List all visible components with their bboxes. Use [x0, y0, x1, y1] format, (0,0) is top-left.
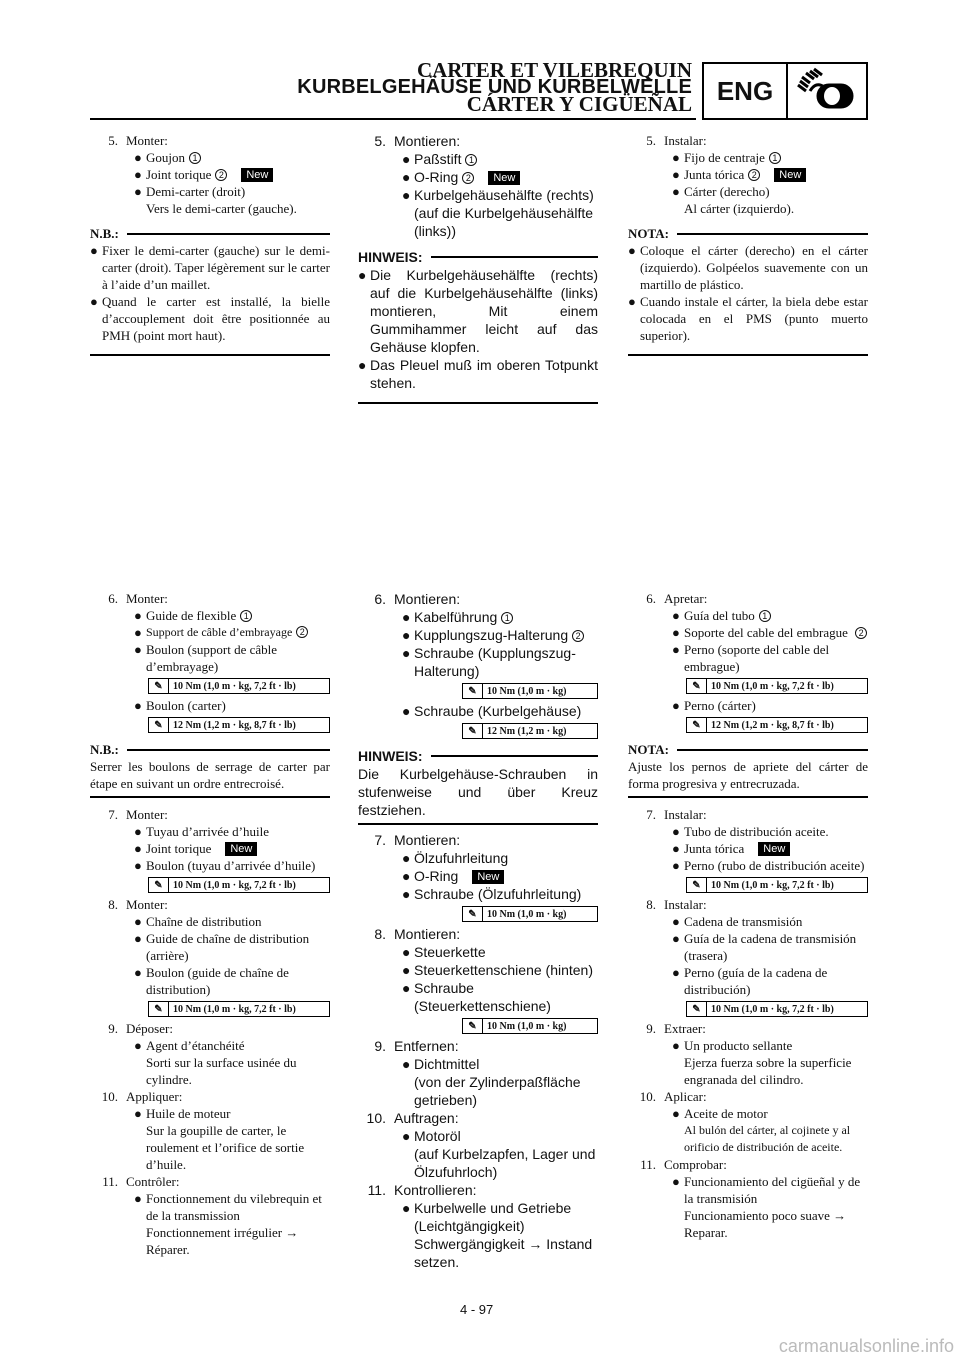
list-item: ● Fonctionnement du vilebrequin et de la transmission — [134, 1191, 322, 1223]
new-badge: New — [225, 842, 257, 856]
french-lower-column: 6. Monter: ● Guide de flexible 1 ● Support de câble d’embrayage 2 ● Boulon (support de câble d’embrayage) ✎ 10 Nm (1,0 m · kg, 7,2 ft · lb) ● Boulon (carter) ✎ 12 Nm (1,2 m · kg, 8,7 ft · lb) N.B.: Serrer les boulons de serrage de carter par étape en suivant un ordre entrecroisé. 7. Monter: ● Tuyau d’arrivée d’huile ● Joint torique New ● Boulon (tuyau d’arrivée d’huile) ✎ 10 Nm (1,0 m · kg, 7,2 ft · lb) 8. Monter: ● Chaîne de distribution ● Guide de chaîne de distribution (arrière) ● Boulon (guide de chaîne de distribution) ✎ 10 Nm (1,0 m · kg, 7,2 ft · lb) 9. Déposer: ● Agent d’étanchéité Sorti sur la surface usinée du cylindre. 10. Appliquer: ● Huile de moteur Sur la goupille de carter, le roulement et l’orifice de sortie d’huile. 11. Contrôler: ● Fonctionnement du vilebrequin et de la transmission Fonctionnement irrégulier → Réparer. — [90, 591, 330, 1257]
de-step-11: 11. Kontrollieren: — [367, 1182, 477, 1198]
wrench-icon: ✎ — [687, 718, 707, 732]
es-note-2: NOTA: Ajuste los pernos de apriete del cárter de forma progresiva y entrecruzada. — [628, 741, 868, 798]
list-item: ● Fijo de centraje 1 — [628, 149, 868, 166]
list-item: ● Huile de moteur — [134, 1106, 231, 1121]
list-item: ● Kurbelgehäusehälfte (rechts) — [402, 187, 594, 203]
list-item: ● Tuyau d’arrivée d’huile — [134, 824, 269, 839]
wrench-icon: ✎ — [463, 1019, 483, 1033]
wrench-icon: ✎ — [687, 878, 707, 892]
list-item: ● Guide de flexible 1 — [90, 607, 330, 624]
list-item: ● Schraube (Steuerkettenschiene) — [402, 980, 551, 1014]
es-step-9: 9. Extraer: — [646, 1021, 706, 1036]
torque-spec: ✎ 12 Nm (1,2 m · kg, 8,7 ft · lb) — [148, 717, 330, 733]
new-badge: New — [241, 168, 273, 182]
torque-spec: ✎ 10 Nm (1,0 m · kg) — [462, 906, 598, 922]
list-item: ● Das Pleuel muß im oberen Totpunkt stehen. — [358, 357, 598, 391]
de-step-7: 7. Montieren: — [374, 832, 461, 848]
wrench-icon: ✎ — [463, 907, 483, 921]
torque-spec: ✎ 10 Nm (1,0 m · kg) — [462, 1018, 598, 1034]
list-item: ● Boulon (guide de chaîne de distribution) — [134, 965, 289, 997]
list-item: ● Steuerkette — [402, 944, 486, 960]
list-item: ● O-Ring New — [358, 867, 598, 885]
list-item: ● Kurbelwelle und Getriebe (Leichtgängigkeit) — [402, 1200, 572, 1234]
list-item: ● O-Ring 2 New — [358, 168, 598, 186]
list-item: ● Tubo de distribución aceite. — [672, 824, 829, 839]
es-step-5: 5. Instalar: — [646, 133, 707, 148]
torque-spec: ✎ 10 Nm (1,0 m · kg, 7,2 ft · lb) — [686, 877, 868, 893]
spanish-lower-column: 6. Apretar: ● Guía del tubo 1 ● Soporte del cable del embrague 2 ● Perno (soporte del cable del embrague) ✎ 10 Nm (1,0 m · kg, 7,2 ft · lb) ● Perno (cárter) ✎ 12 Nm (1,2 m · kg, 8,7 ft · lb) NOTA: Ajuste los pernos de apriete del cárter de forma progresiva y entrecruzada. 7. Instalar: ● Tubo de distribución aceite. ● Junta tórica New ● Perno (rubo de distribución aceite) ✎ 10 Nm (1,0 m · kg, 7,2 ft · lb) 8. Instalar: ● Cadena de transmisión ● Guía de la cadena de transmisión (trasera) ● Perno (guía de la cadena de distribución) ✎ 10 Nm (1,0 m · kg, 7,2 ft · lb) 9. Extraer: ● Un producto sellante Ejerza fuerza sobre la superficie engranada del cilindro. 10. Aplicar: ● Aceite de motor Al bulón del cárter, al cojinete y al orificio de distribución de aceite. 11. Comprobar: ● Funcionamiento del cigüeñal y de la transmisión Funcionamiento poco suave → Reparar. — [628, 591, 868, 1240]
torque-spec: ✎ 10 Nm (1,0 m · kg, 7,2 ft · lb) — [686, 1001, 868, 1017]
fr-note-1: N.B.: ● Fixer le demi-carter (gauche) sur le demi-carter (droit). Taper légèrement sur le carter à l’aide d’un maillet. ● Quand le carter est installé, la bielle d’accouplement doit être positionnée au PMH (point mort haut). — [90, 225, 330, 356]
list-item: ● Perno (soporte del cable del embrague) — [672, 642, 830, 674]
list-item: ● Schraube (Kurbelgehäuse) — [402, 703, 582, 719]
list-item: ● Ölzufuhrleitung — [402, 850, 509, 866]
torque-spec: ✎ 12 Nm (1,2 m · kg, 8,7 ft · lb) — [686, 717, 868, 733]
list-item: ● Coloque el cárter (derecho) en el cárter (izquierdo). Golpéelos suavemente con un martillo de plástico. — [628, 243, 868, 292]
new-badge: New — [488, 171, 520, 185]
wrench-icon: ✎ — [149, 878, 169, 892]
wrench-icon: ✎ — [687, 679, 707, 693]
torque-spec: ✎ 10 Nm (1,0 m · kg, 7,2 ft · lb) — [686, 678, 868, 694]
engine-spring-icon — [788, 64, 866, 118]
es-note-1: NOTA: ● Coloque el cárter (derecho) en el cárter (izquierdo). Golpéelos suavemente con un martillo de plástico. ● Cuando instale el cárter, la biela debe estar colocada en el PMS (punto muerto superior). — [628, 225, 868, 356]
new-badge: New — [472, 870, 504, 884]
list-item: ● Paßstift 1 — [358, 150, 598, 168]
new-badge: New — [774, 168, 806, 182]
fr-step-8: 8. Monter: — [108, 897, 168, 912]
watermark: carmanualsonline.info — [778, 1336, 954, 1356]
es-step-8: 8. Instalar: — [646, 897, 707, 912]
german-upper-column: 5. Montieren: ● Paßstift 1 ● O-Ring 2 New ● Kurbelgehäusehälfte (rechts) (auf die Kurbelgehäusehälfte (links)) HINWEIS: ● Die Kurbelgehäusehälfte (rechts) auf die Kurbelgehäusehälfte (links) montieren, Mit einem Gummihammer leicht auf das Gehäuse klopfen. ● Das Pleuel muß im oberen Totpunkt stehen. — [358, 132, 598, 404]
title-french: CARTER ET VILEBREQUIN — [416, 58, 692, 82]
new-badge: New — [758, 842, 790, 856]
title-german: KURBELGEHÄUSE UND KURBELWELLE — [297, 76, 692, 98]
eng-badge — [702, 62, 868, 120]
list-item: ● Joint torique New — [90, 840, 330, 857]
fr-step-5: 5. Monter: — [108, 133, 168, 148]
list-item: ● Schraube (Ölzufuhrleitung) — [402, 886, 582, 902]
list-item: ● Kabelführung 1 — [358, 608, 598, 626]
list-item: ● Dichtmittel — [402, 1056, 480, 1072]
title-spanish: CÁRTER Y CIGÜEÑAL — [466, 92, 692, 116]
list-item: ● Steuerkettenschiene (hinten) — [402, 962, 593, 978]
de-note-1: HINWEIS: ● Die Kurbelgehäusehälfte (rechts) auf die Kurbelgehäusehälfte (links) montieren, Mit einem Gummihammer leicht auf das Gehäuse klopfen. ● Das Pleuel muß im oberen Totpunkt stehen. — [358, 248, 598, 404]
de-step-10: 10. Auftragen: — [366, 1110, 459, 1126]
es-step-6: 6. Apretar: — [646, 591, 708, 606]
list-item: ● Perno (rubo de distribución aceite) — [672, 858, 865, 873]
de-step-8: 8. Montieren: — [374, 926, 461, 942]
list-item: ● Perno (cárter) — [672, 698, 756, 713]
es-step-11: 11. Comprobar: — [640, 1157, 727, 1172]
list-item: ● Goujon 1 — [90, 149, 330, 166]
fr-note-2: N.B.: Serrer les boulons de serrage de carter par étape en suivant un ordre entrecroisé. — [90, 741, 330, 798]
wrench-icon: ✎ — [687, 1002, 707, 1016]
fr-step-10: 10. Appliquer: — [101, 1089, 183, 1104]
list-item: ● Die Kurbelgehäusehälfte (rechts) auf die Kurbelgehäusehälfte (links) montieren, Mit einem Gummihammer leicht auf das Gehäuse klopfen. — [358, 267, 598, 355]
list-item: ● Junta tórica New — [628, 840, 868, 857]
page-number: 4 - 97 — [460, 1302, 494, 1317]
header-rule — [90, 118, 696, 120]
es-step-10: 10. Aplicar: — [639, 1089, 707, 1104]
fr-step-7: 7. Monter: — [108, 807, 168, 822]
fr-step-11: 11. Contrôler: — [102, 1174, 180, 1189]
spanish-upper-column: 5. Instalar: ● Fijo de centraje 1 ● Junta tórica 2 New ● Cárter (derecho) Al cárter (izquierdo). NOTA: ● Coloque el cárter (derecho) en el cárter (izquierdo). Golpéelos suavemente con un martillo de plástico. ● Cuando instale el cárter, la biela debe estar colocada en el PMS (punto muerto superior). — [628, 132, 868, 356]
list-item: ● Kupplungszug-Halterung 2 — [358, 626, 598, 644]
list-item: ● Cuando instale el cárter, la biela debe estar colocada en el PMS (punto muerto superior). — [628, 294, 868, 343]
list-item: ● Joint torique 2 New — [90, 166, 330, 183]
list-item: ● Quand le carter est installé, la bielle d’accouplement doit être positionnée au PMH (point mort haut). — [90, 294, 330, 343]
list-item: ● Un producto sellante — [672, 1038, 793, 1053]
fr-step-9: 9. Déposer: — [108, 1021, 173, 1036]
de-note-2: HINWEIS: Die Kurbelgehäuse-Schrauben in stufenweise und über Kreuz festziehen. — [358, 747, 598, 825]
list-item: ● Aceite de motor — [672, 1106, 768, 1121]
list-item: ● Boulon (carter) — [134, 698, 226, 713]
torque-spec: ✎ 10 Nm (1,0 m · kg) — [462, 683, 598, 699]
french-upper-column: 5. Monter: ● Goujon 1 ● Joint torique 2 New ● Demi-carter (droit) Vers le demi-carter (gauche). N.B.: ● Fixer le demi-carter (gauche) sur le demi-carter (droit). Taper légèrement sur le carter à l’aide d’un maillet. ● Quand le carter est installé, la bielle d’accouplement doit être positionnée au PMH (point mort haut). — [90, 132, 330, 356]
wrench-icon: ✎ — [149, 1002, 169, 1016]
list-item: ● Agent d’étanchéité — [134, 1038, 245, 1053]
eng-label: ENG — [704, 64, 788, 118]
list-item: ● Motoröl — [402, 1128, 461, 1144]
list-item: ● Chaîne de distribution — [134, 914, 262, 929]
list-item: ● Guide de chaîne de distribution (arrière) — [134, 931, 310, 963]
de-step-6: 6. Montieren: — [374, 591, 461, 607]
list-item: ● Boulon (tuyau d’arrivée d’huile) — [134, 858, 316, 873]
list-item: ● Funcionamiento del cigüeñal y de la transmisión — [672, 1174, 861, 1206]
torque-spec: ✎ 12 Nm (1,2 m · kg) — [462, 723, 598, 739]
list-item: ● Fixer le demi-carter (gauche) sur le demi-carter (droit). Taper légèrement sur le carter à l’aide d’un maillet. — [90, 243, 330, 292]
torque-spec: ✎ 10 Nm (1,0 m · kg, 7,2 ft · lb) — [148, 678, 330, 694]
wrench-icon: ✎ — [149, 679, 169, 693]
fr-step-6: 6. Monter: — [108, 591, 168, 606]
list-item: ● Cárter (derecho) — [672, 184, 770, 199]
list-item: ● Guía del tubo 1 — [628, 607, 868, 624]
es-step-7: 7. Instalar: — [646, 807, 707, 822]
list-item: ● Demi-carter (droit) — [134, 184, 246, 199]
list-item: ● Guía de la cadena de transmisión (trasera) — [672, 931, 857, 963]
list-item: ● Cadena de transmisión — [672, 914, 803, 929]
list-item: ● Schraube (Kupplungszug-Halterung) — [402, 645, 576, 679]
torque-spec: ✎ 10 Nm (1,0 m · kg, 7,2 ft · lb) — [148, 1001, 330, 1017]
de-step-9: 9. Entfernen: — [374, 1038, 459, 1054]
list-item: ● Perno (guía de la cadena de distribución) — [672, 965, 828, 997]
german-lower-column: 6. Montieren: ● Kabelführung 1 ● Kupplungszug-Halterung 2 ● Schraube (Kupplungszug-Halterung) ✎ 10 Nm (1,0 m · kg) ● Schraube (Kurbelgehäuse) ✎ 12 Nm (1,2 m · kg) HINWEIS: Die Kurbelgehäuse-Schrauben in stufenweise und über Kreuz festziehen. 7. Montieren: ● Ölzufuhrleitung ● O-Ring New ● Schraube (Ölzufuhrleitung) ✎ 10 Nm (1,0 m · kg) 8. Montieren: ● Steuerkette ● Steuerkettenschiene (hinten) ● Schraube (Steuerkettenschiene) ✎ 10 Nm (1,0 m · kg) 9. Entfernen: ● Dichtmittel (von der Zylinderpaßfläche getrieben) 10. Auftragen: ● Motoröl (auf Kurbelzapfen, Lager und Ölzufuhrloch) 11. Kontrollieren: ● Kurbelwelle und Getriebe (Leichtgängigkeit) Schwergängigkeit → Instand setzen. — [358, 591, 598, 1270]
de-step-5: 5. Montieren: — [374, 133, 461, 149]
wrench-icon: ✎ — [463, 684, 483, 698]
list-item: ● Support de câble d’embrayage 2 — [90, 624, 330, 641]
list-item: ● Boulon (support de câble d’embrayage) — [134, 642, 278, 674]
wrench-icon: ✎ — [149, 718, 169, 732]
wrench-icon: ✎ — [463, 724, 483, 738]
list-item: ● Junta tórica 2 New — [628, 166, 868, 183]
list-item: ● Soporte del cable del embrague 2 — [628, 624, 868, 641]
torque-spec: ✎ 10 Nm (1,0 m · kg, 7,2 ft · lb) — [148, 877, 330, 893]
